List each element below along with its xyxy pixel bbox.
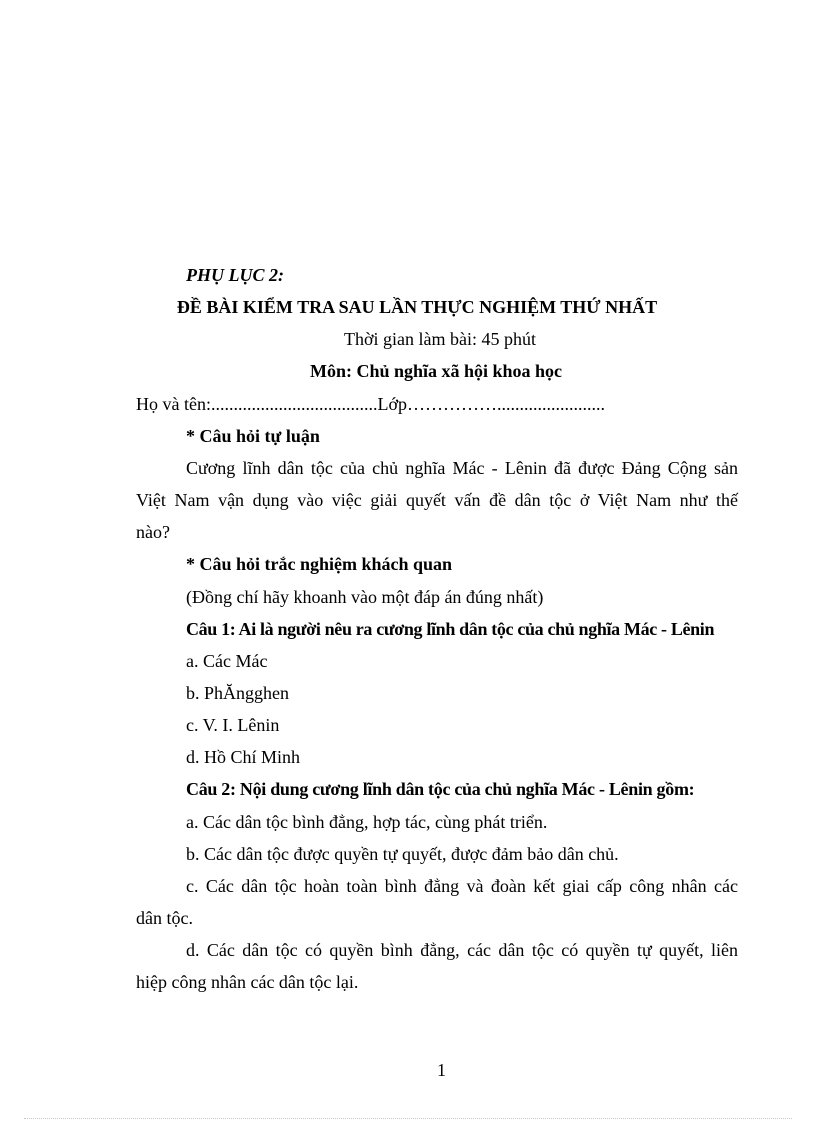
- question-2-option: c. Các dân tộc hoàn toàn bình đẳng và đoàn kết giai cấp công nhân các: [186, 876, 738, 896]
- essay-heading: * Câu hỏi tự luận: [186, 426, 320, 446]
- essay-question-line: nào?: [136, 522, 170, 542]
- exam-title: ĐỀ BÀI KIỂM TRA SAU LẦN THỰC NGHIỆM THỨ NHẤT: [176, 297, 658, 317]
- name-class-line: Họ và tên:.....................................Lớp……………........................: [136, 394, 605, 414]
- question-1: Câu 1: Ai là người nêu ra cương lĩnh dân tộc của chủ nghĩa Mác - Lênin: [186, 619, 715, 639]
- exam-subject: Môn: Chủ nghĩa xã hội khoa học: [309, 361, 563, 381]
- page-bottom-divider: [24, 1118, 792, 1119]
- essay-question-line: Cương lĩnh dân tộc của chủ nghĩa Mác - Lênin đã được Đảng Cộng sản: [186, 458, 738, 478]
- question-2-option: hiệp công nhân các dân tộc lại.: [136, 972, 359, 992]
- mcq-heading: * Câu hỏi trắc nghiệm khách quan: [186, 554, 453, 574]
- question-1-option: a. Các Mác: [186, 651, 268, 671]
- question-1-option: d. Hồ Chí Minh: [186, 747, 301, 767]
- question-2: Câu 2: Nội dung cương lĩnh dân tộc của chủ nghĩa Mác - Lênin gồm:: [186, 779, 695, 799]
- question-1-option: b. PhĂngghen: [186, 683, 289, 703]
- question-1-option: c. V. I. Lênin: [186, 715, 280, 735]
- essay-question-line: Việt Nam vận dụng vào việc giải quyết vấn đề dân tộc ở Việt Nam như thế: [136, 490, 738, 510]
- question-2-option: b. Các dân tộc được quyền tự quyết, được đảm bảo dân chủ.: [186, 844, 619, 864]
- question-2-option: d. Các dân tộc có quyền bình đẳng, các dân tộc có quyền tự quyết, liên: [186, 940, 738, 960]
- question-2-option: dân tộc.: [136, 908, 193, 928]
- page-number: 1: [437, 1060, 446, 1080]
- question-2-option: a. Các dân tộc bình đẳng, hợp tác, cùng phát triển.: [186, 812, 548, 832]
- exam-duration: Thời gian làm bài: 45 phút: [344, 329, 536, 349]
- appendix-label: PHỤ LỤC 2:: [186, 265, 284, 285]
- mcq-instruction: (Đồng chí hãy khoanh vào một đáp án đúng nhất): [186, 587, 544, 607]
